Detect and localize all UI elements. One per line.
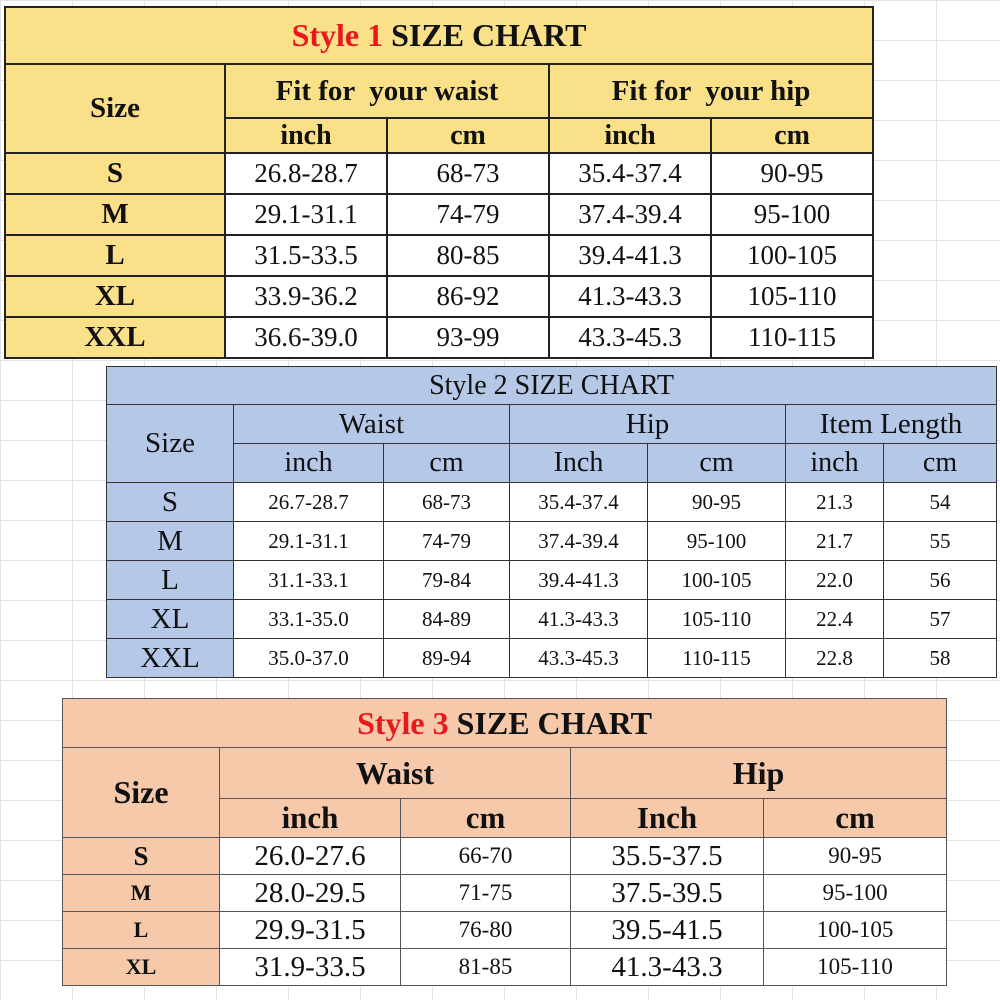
size-cell: L	[63, 912, 220, 949]
value-cell: 84-89	[384, 600, 510, 639]
value-cell: 31.1-33.1	[234, 561, 384, 600]
value-cell: 39.5-41.5	[571, 912, 764, 949]
value-cell: 29.9-31.5	[220, 912, 401, 949]
value-cell: 71-75	[401, 875, 571, 912]
value-cell: 100-105	[711, 235, 873, 276]
value-cell: 56	[884, 561, 997, 600]
value-cell: 74-79	[387, 194, 549, 235]
size-cell: L	[5, 235, 225, 276]
style1-waist-header: Fit for your waist	[225, 64, 549, 118]
size-cell: M	[5, 194, 225, 235]
table-row	[63, 875, 947, 912]
style1-unit-header: inch	[225, 118, 387, 153]
value-cell: 95-100	[764, 875, 947, 912]
style2-title: Style 2 SIZE CHART	[107, 367, 997, 405]
value-cell: 22.4	[786, 600, 884, 639]
style3-unit-header: cm	[764, 799, 947, 838]
table-row	[5, 153, 873, 194]
value-cell: 21.3	[786, 483, 884, 522]
size-cell: XL	[63, 949, 220, 986]
value-cell: 90-95	[764, 838, 947, 875]
style2-size-chart	[106, 366, 997, 678]
style2-unit-header: cm	[384, 444, 510, 483]
value-cell: 29.1-31.1	[225, 194, 387, 235]
value-cell: 95-100	[711, 194, 873, 235]
size-cell: S	[107, 483, 234, 522]
style1-title-rest: SIZE CHART	[383, 17, 587, 53]
style2-unit-header: cm	[884, 444, 997, 483]
value-cell: 81-85	[401, 949, 571, 986]
table-row	[107, 639, 997, 678]
size-cell: XL	[107, 600, 234, 639]
value-cell: 90-95	[711, 153, 873, 194]
value-cell: 35.4-37.4	[510, 483, 648, 522]
style2-unit-header: cm	[648, 444, 786, 483]
value-cell: 36.6-39.0	[225, 317, 387, 358]
value-cell: 66-70	[401, 838, 571, 875]
style1-unit-header: cm	[711, 118, 873, 153]
value-cell: 33.9-36.2	[225, 276, 387, 317]
value-cell: 41.3-43.3	[549, 276, 711, 317]
value-cell: 68-73	[387, 153, 549, 194]
table-row	[107, 483, 997, 522]
style1-title	[5, 7, 873, 64]
style3-size-header: Size	[63, 748, 220, 838]
value-cell: 28.0-29.5	[220, 875, 401, 912]
style3-unit-header: cm	[401, 799, 571, 838]
value-cell: 58	[884, 639, 997, 678]
style2-unit-header: Inch	[510, 444, 648, 483]
value-cell: 93-99	[387, 317, 549, 358]
style3-size-chart	[62, 698, 947, 986]
size-cell: L	[107, 561, 234, 600]
style3-title-prefix: Style 3	[357, 704, 449, 741]
table-row	[107, 561, 997, 600]
value-cell: 100-105	[764, 912, 947, 949]
value-cell: 57	[884, 600, 997, 639]
style3-title-rest: SIZE CHART	[448, 704, 652, 741]
value-cell: 37.5-39.5	[571, 875, 764, 912]
value-cell: 31.5-33.5	[225, 235, 387, 276]
style1-unit-header: cm	[387, 118, 549, 153]
value-cell: 110-115	[648, 639, 786, 678]
value-cell: 41.3-43.3	[571, 949, 764, 986]
value-cell: 89-94	[384, 639, 510, 678]
value-cell: 86-92	[387, 276, 549, 317]
size-cell: M	[107, 522, 234, 561]
value-cell: 35.0-37.0	[234, 639, 384, 678]
style2-item-length-header: Item Length	[786, 405, 997, 444]
style1-unit-header: inch	[549, 118, 711, 153]
style2-hip-header: Hip	[510, 405, 786, 444]
value-cell: 80-85	[387, 235, 549, 276]
value-cell: 68-73	[384, 483, 510, 522]
value-cell: 95-100	[648, 522, 786, 561]
value-cell: 35.4-37.4	[549, 153, 711, 194]
value-cell: 105-110	[648, 600, 786, 639]
value-cell: 29.1-31.1	[234, 522, 384, 561]
size-cell: XXL	[107, 639, 234, 678]
value-cell: 54	[884, 483, 997, 522]
size-cell: S	[63, 838, 220, 875]
value-cell: 22.0	[786, 561, 884, 600]
style2-size-header: Size	[107, 405, 234, 483]
value-cell: 55	[884, 522, 997, 561]
style1-title-prefix: Style 1	[291, 17, 384, 53]
style2-unit-header: inch	[786, 444, 884, 483]
value-cell: 26.0-27.6	[220, 838, 401, 875]
size-cell: XL	[5, 276, 225, 317]
style3-waist-header: Waist	[220, 748, 571, 799]
style1-hip-header: Fit for your hip	[549, 64, 873, 118]
size-cell: XXL	[5, 317, 225, 358]
table-row	[5, 317, 873, 358]
style2-unit-header: inch	[234, 444, 384, 483]
value-cell: 37.4-39.4	[510, 522, 648, 561]
value-cell: 105-110	[764, 949, 947, 986]
table-row	[5, 276, 873, 317]
value-cell: 33.1-35.0	[234, 600, 384, 639]
style2-waist-header: Waist	[234, 405, 510, 444]
value-cell: 43.3-45.3	[549, 317, 711, 358]
style3-hip-header: Hip	[571, 748, 947, 799]
value-cell: 22.8	[786, 639, 884, 678]
value-cell: 35.5-37.5	[571, 838, 764, 875]
value-cell: 37.4-39.4	[549, 194, 711, 235]
table-row	[63, 949, 947, 986]
table-row	[63, 912, 947, 949]
style1-size-header: Size	[5, 64, 225, 153]
value-cell: 110-115	[711, 317, 873, 358]
value-cell: 74-79	[384, 522, 510, 561]
table-row	[107, 600, 997, 639]
style3-unit-header: inch	[220, 799, 401, 838]
value-cell: 79-84	[384, 561, 510, 600]
value-cell: 41.3-43.3	[510, 600, 648, 639]
value-cell: 43.3-45.3	[510, 639, 648, 678]
value-cell: 39.4-41.3	[510, 561, 648, 600]
value-cell: 26.8-28.7	[225, 153, 387, 194]
style1-size-chart	[4, 6, 874, 359]
style3-unit-header: Inch	[571, 799, 764, 838]
style3-title	[63, 699, 947, 748]
value-cell: 31.9-33.5	[220, 949, 401, 986]
value-cell: 105-110	[711, 276, 873, 317]
value-cell: 90-95	[648, 483, 786, 522]
size-cell: M	[63, 875, 220, 912]
size-cell: S	[5, 153, 225, 194]
table-row	[63, 838, 947, 875]
value-cell: 76-80	[401, 912, 571, 949]
table-row	[5, 194, 873, 235]
table-row	[107, 522, 997, 561]
value-cell: 100-105	[648, 561, 786, 600]
table-row	[5, 235, 873, 276]
value-cell: 26.7-28.7	[234, 483, 384, 522]
value-cell: 39.4-41.3	[549, 235, 711, 276]
value-cell: 21.7	[786, 522, 884, 561]
